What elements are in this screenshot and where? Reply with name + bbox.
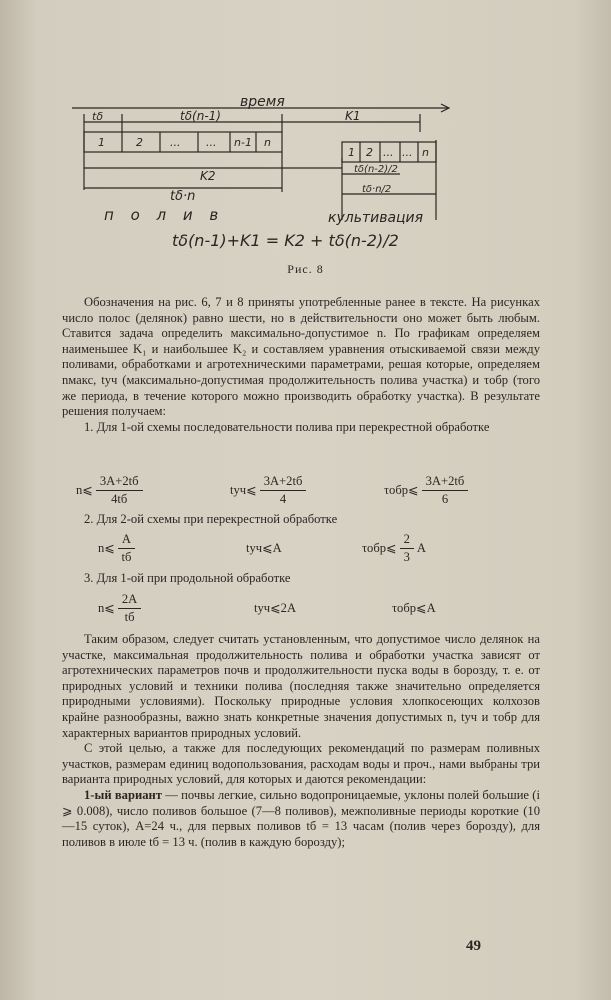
cell-2: 2 (136, 136, 143, 149)
formula-numerator: 2 (400, 532, 414, 549)
formula-2b (246, 528, 282, 568)
poliv-cells (84, 132, 282, 152)
formula-tail: A (416, 540, 427, 555)
figure-diagram (60, 92, 460, 272)
formula-text: tуч⩽2A (254, 601, 297, 615)
formula-row-3 (62, 588, 540, 628)
body-text-p3 (62, 512, 540, 528)
paragraph-4: 3. Для 1-ой при продольной обработке (84, 571, 291, 585)
formula-numerator: 3A+2tб (96, 474, 143, 491)
figure-caption: Рис. 8 (287, 262, 324, 276)
cell-right-2: 2 (366, 146, 373, 159)
formula-lhs: n⩽ (98, 601, 115, 615)
formula-text: τобр⩽A (392, 601, 436, 615)
formula-lhs: n⩽ (76, 483, 93, 497)
page-number: 49 (466, 938, 481, 954)
paragraph-5: Таким образом, следует считать установленным, что допустимое число делянок на участке, максимальная продолжительность полива и обработки участка зависят от агротехнических параметров почв и продолжительности пуска воды в борозду, т. е. от природных условий и техники полива (последняя также значительно определяется природными условиями). Поскольку природные условия хлопкосеющих колхозов крайне разнообразны, важно знать конкретные значения допустимых n, tуч и τобр для характерных вариантов природных условий. (62, 632, 540, 740)
formula-3b (254, 588, 296, 628)
k1-label: K1 (345, 109, 361, 123)
cell-1: 1 (98, 136, 105, 149)
formula-3a (98, 588, 141, 628)
formula-text: tуч⩽A (246, 541, 282, 555)
variant-title: 1-ый вариант (84, 787, 162, 802)
body-text-top (62, 295, 540, 435)
k2-label: K2 (200, 169, 216, 183)
formula-1a (76, 470, 143, 510)
cell-n-1: n-1 (234, 136, 252, 149)
td-n1-label: tδ(n-1) (180, 109, 221, 123)
body-text-p4 (62, 571, 540, 587)
formula-2a (98, 528, 135, 568)
formula-denominator: 3 (403, 549, 410, 564)
formula-lhs: tуч⩽ (230, 483, 257, 497)
poliv-label: п о л и в (104, 206, 225, 224)
formula-numerator: 3A+2tб (260, 474, 307, 491)
td-n-half-label: tδ·n/2 (362, 184, 392, 195)
paragraph-3: 2. Для 2-ой схемы при перекрестной обработке (84, 512, 338, 526)
formula-denominator: tб (124, 609, 135, 624)
td-n2-half-label: tδ(n-2)/2 (354, 164, 398, 175)
timeline-diagram (60, 92, 460, 272)
formula-denominator: 6 (441, 491, 449, 506)
formula-numerator: 3A+2tб (422, 474, 469, 491)
formula-3c (392, 588, 436, 628)
variant-text: — почвы легкие, сильно водопроницаемые, уклоны полей большие (i ⩾ 0.008), число поливов большое (7—8 поливов), межполивные периоды короткие (10—15 суток), A=24 ч., для первых поливов tб = 13 часам (полив через борозду), для поливов в июле tб = 13 ч. (полив в каждую борозду); (62, 787, 540, 849)
formula-denominator: 4tб (111, 491, 128, 506)
body-text-bottom (62, 632, 540, 850)
cell-right-1: 1 (348, 146, 355, 159)
formula-row-1 (62, 470, 540, 510)
cell-dots-1: ... (170, 136, 181, 149)
formula-lhs: n⩽ (98, 541, 115, 555)
formula-1c (384, 470, 468, 510)
formula-row-2 (62, 528, 540, 568)
paragraph-2: 1. Для 1-ой схемы последовательности полива при перекрестной обработке (84, 419, 490, 434)
time-label: время (240, 94, 285, 110)
kultivaciya-label: культивация (328, 210, 424, 226)
equation-label: tδ(n-1)+K1 = K2 + tδ(n-2)/2 (172, 231, 399, 250)
formula-numerator: A (118, 532, 135, 549)
cell-dots-2: ... (206, 136, 217, 149)
paragraph-1: Обозначения на рис. 6, 7 и 8 приняты употребленные ранее в тексте. На рисунках число полос (делянок) равно шести, но в действительности оно может быть любым. Ставится задача определить максимально-допустимое n. По графикам определяем наименьшее K₁ и наибольшее K₂ и составляем уравнения отыскиваемой связи между поливами, обработками и агротехническими параметрами, решая которые, определяем nмакс, tуч (максимально-допустимая продолжительность полива участка) и τобр (того же периода, в течение которого можно производить обработку участка). В результате решения получаем: (62, 295, 540, 419)
formula-denominator: 4 (279, 491, 287, 506)
paragraph-7 (62, 788, 540, 850)
td-n-label: tδ·n (170, 189, 196, 204)
formula-numerator: 2A (118, 592, 141, 609)
cell-right-n: n (422, 146, 429, 159)
formula-lhs: τобр⩽ (384, 483, 419, 497)
cell-right-dots-1: ... (383, 146, 394, 159)
cell-n: n (264, 136, 271, 149)
formula-1b (230, 470, 306, 510)
formula-denominator: tб (121, 549, 132, 564)
paragraph-6: С этой целью, а также для последующих рекомендаций по размерам поливных участков, размерам единиц водопользования, расходам воды и проч., нами выбраны три варианта природных условий, для которых и даются рекомендации: (62, 741, 540, 787)
formula-lhs: τобр⩽ (362, 541, 397, 555)
td-label: tδ (92, 110, 104, 123)
formula-2c (362, 528, 426, 568)
cell-right-dots-2: ... (402, 146, 413, 159)
